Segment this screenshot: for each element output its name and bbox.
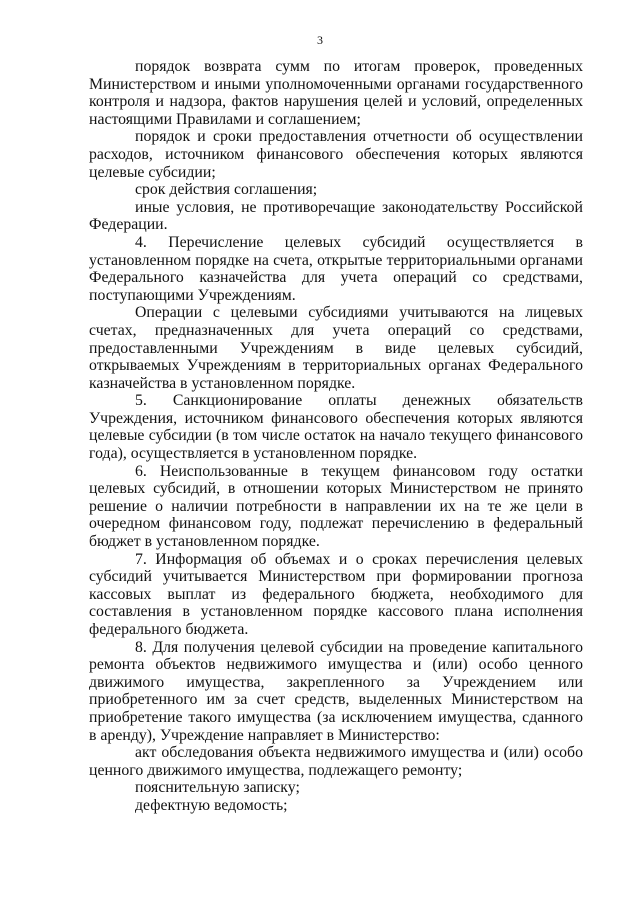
paragraph-explanatory-note: пояснительную записку; [135, 779, 300, 797]
paragraph-clause-7: 7. Информация об объемах и о сроках перечисления целевых субсидий учитывается Министерством при формировании прогноза кассовых выплат из федерального бюджета, необходимого для составления в установленном порядке кассового плана исполнения федерального бюджета. [89, 550, 583, 638]
paragraph-defect-list: дефектную ведомость; [135, 796, 288, 814]
paragraph-reporting-procedure: порядок и сроки предоставления отчетности об осуществлении расходов, источником финансового обеспечения которых являются целевые субсидии; [89, 128, 583, 181]
paragraph-agreement-term: срок действия соглашения; [135, 181, 318, 199]
paragraph-clause-8: 8. Для получения целевой субсидии на проведение капитального ремонта объектов недвижимого имущества и (или) особо ценного движимого имущества, закрепленного за Учреждением или приобретенного им за счет средств, выделенных Министерством на приобретение такого имущества (за исключением имущества, сданного в аренду), Учреждение направляет в Министерство: [89, 638, 583, 744]
paragraph-clause-6: 6. Неиспользованные в текущем финансовом году остатки целевых субсидий, в отношении которых Министерством не принято решение о наличии потребности в направлении их на те же цели в очередном финансовом году, подлежат перечислению в федеральный бюджет в установленном порядке. [89, 462, 583, 551]
paragraph-clause-5: 5. Санкционирование оплаты денежных обязательств Учреждения, источником финансового обеспечения которых являются целевые субсидии (в том числе остаток на начало текущего финансового года), осуществляется в установленном порядке. [89, 392, 583, 463]
paragraph-inspection-act: акт обследования объекта недвижимого имущества и (или) особо ценного движимого имущества, подлежащего ремонту; [89, 744, 583, 779]
document-body [89, 58, 583, 815]
page-number: 3 [317, 33, 323, 47]
paragraph-other-conditions: иные условия, не противоречащие законодательству Российской Федерации. [89, 198, 583, 234]
paragraph-refund-procedure: порядок возврата сумм по итогам проверок, проведенных Министерством и иными уполномоченными органами государственного контроля и надзора, фактов нарушения целей и условий, определенных настоящими Правилами и соглашением; [89, 58, 583, 128]
paragraph-clause-4: 4. Перечисление целевых субсидий осуществляется в установленном порядке на счета, открытые территориальными органами Федерального казначейства для учета операций со средствами, поступающими Учреждениям. [89, 233, 583, 304]
paragraph-operations: Операции с целевыми субсидиями учитываются на лицевых счетах, предназначенных для учета операций со средствами, предоставленными Учреждениям в виде целевых субсидий, открываемых Учреждениям в территориальных органах Федерального казначейства в установленном порядке. [89, 304, 583, 392]
